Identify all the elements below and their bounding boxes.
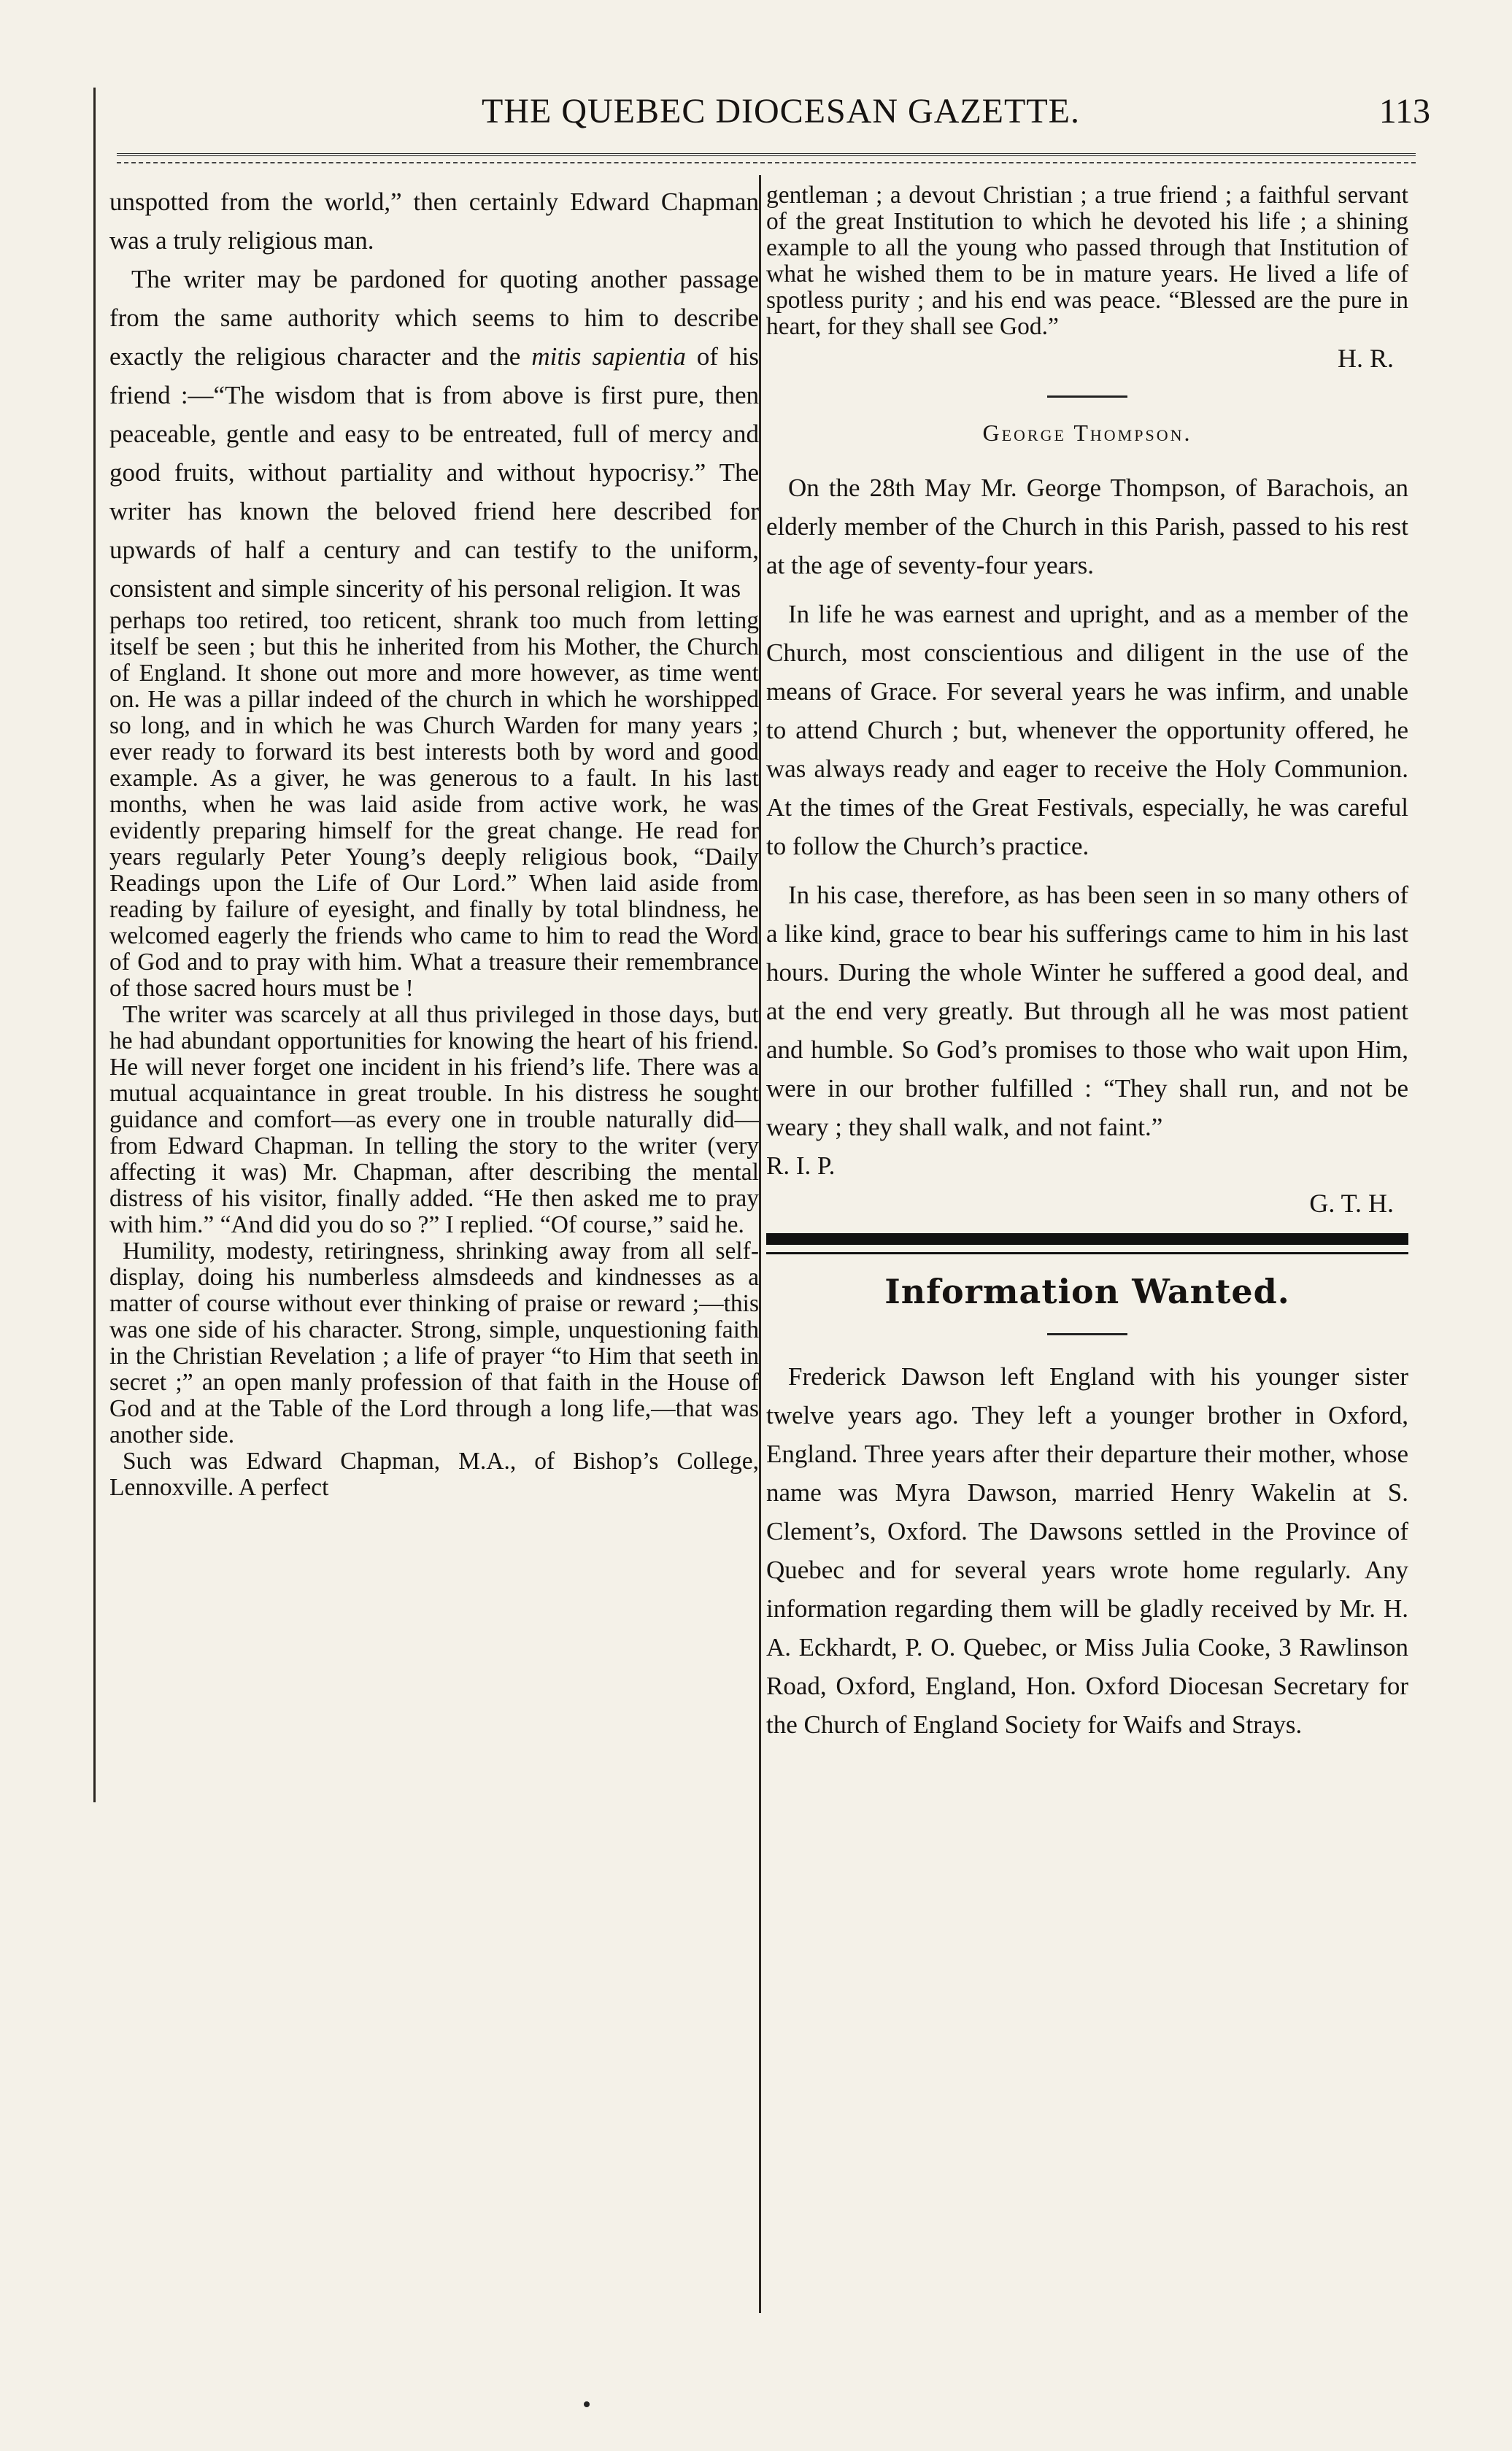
rip-line: R. I. P. (766, 1151, 836, 1180)
page-header (109, 88, 1452, 153)
paragraph-text: of his friend :—“The wisdom that is from above is first pure, then peaceable, gentle and easy to be entreated, full of mercy and good fruits, without partiality and without hypocrisy.” The writer has known the beloved friend here described for upwards of half a century and can testify to the uniform, consistent and simple sincerity of his personal religion. It was (109, 342, 759, 603)
page-number: 113 (1378, 92, 1430, 131)
signature: G. T. H. (1309, 1189, 1394, 1218)
left-column (109, 182, 759, 2371)
page-edge-line (93, 88, 96, 1802)
paragraph: In life he was earnest and upright, and as a member of the Church, most conscientious and diligent in the use of the means of Grace. For several years he was infirm, and unable to attend Church ; but, whenever the opportunity offered, he was always ready and eager to receive the Holy Communion. At the times of the Great Festivals, especially, he was careful to follow the Church’s practice. (766, 600, 1408, 860)
latin-phrase: mitis sapientia (531, 342, 686, 371)
signature: H. R. (1337, 344, 1394, 373)
header-rule (117, 153, 1416, 156)
header-dashed-rule (117, 162, 1416, 163)
info-heading: Information Wanted. (884, 1272, 1290, 1311)
paragraph: unspotted from the world,” then certainly Edward Chapman was a truly religious man. (109, 188, 759, 255)
paragraph-text: The writer may be pardoned for quoting another passage from the same authority which seems to him to describe exactly the religious character and the (109, 265, 759, 371)
paragraph: Frederick Dawson left England with his younger sister twelve years ago. They left a younger brother in Oxford, England. Three years after their departure their mother, whose name was Myra Dawson, married Henry Wakelin at S. Clement’s, Oxford. The Dawsons settled in the Province of Quebec and for several years wrote home regularly. Any information regarding them will be gladly received by Mr. H. A. Eckhardt, P. O. Quebec, or Miss Julia Cooke, 3 Rawlinson Road, Oxford, England, Hon. Oxford Diocesan Secretary for the Church of England Society for Waifs and Strays. (766, 1362, 1408, 1739)
section-rule (1047, 1333, 1127, 1335)
section-rule (1047, 395, 1127, 398)
thin-rule (766, 1252, 1408, 1254)
paragraph: Humility, modesty, retiringness, shrinking away from all self-display, doing his numberless almsdeeds and kindnesses as a matter of course without ever thinking of praise or reward ;—this was one side of his character. Strong, simple, unquestioning faith in the Christian Revelation ; a life of prayer “to Him that seeth in secret ;” an open manly profession of that faith in the House of God and at the Table of the Lord through a long life,—that was another side. (109, 1238, 759, 1448)
paragraph: perhaps too retired, too reticent, shrank too much from letting itself be seen ; but this he inherited from his Mother, the Church of England. It shone out more and more however, as time went on. He was a pillar indeed of the church in which he worshipped so long, and in which he was Church Warden for many years ; ever ready to forward its best interests both by word and good example. As a giver, he was generous to a fault. In his last months, when he was laid aside from active work, he was evidently preparing himself for the great change. He read for years regularly Peter Young’s deeply religious book, “Daily Readings upon the Life of Our Lord.” When laid aside from reading by failure of eyesight, and finally by total blindness, he welcomed eagerly the friends who came to him to read the Word of God and to pray with him. What a treasure their remembrance of those sacred hours must be ! (109, 607, 759, 1002)
paragraph (109, 260, 759, 608)
paragraph: The writer was scarcely at all thus privileged in those days, but he had abundant opportunities for knowing the heart of his friend. He will never forget one incident in his friend’s life. There was a mutual acquaintance in great trouble. In his distress he sought guidance and comfort—as every one in trouble naturally did—from Edward Chapman. In telling the story to the writer (very affecting it was) Mr. Chapman, after describing the mental distress of his visitor, finally added. “He then asked me to pray with him.” “And did you do so ?” I replied. “Of course,” said he. (109, 1001, 759, 1238)
publication-title: THE QUEBEC DIOCESAN GAZETTE. (482, 92, 1080, 131)
right-column (766, 182, 1408, 2371)
page-mark (584, 2401, 590, 2407)
column-divider (759, 175, 761, 2313)
paragraph: In his case, therefore, as has been seen in so many others of a like kind, grace to bear his sufferings came to him in his last hours. During the whole Winter he suffered a good deal, and at the end very greatly. But through all he was most patient and humble. So God’s promises to those who wait upon Him, were in our brother fulfilled : “They shall run, and not be weary ; they shall walk, and not faint.” (766, 881, 1408, 1141)
paragraph: Such was Edward Chapman, M.A., of Bishop’s College, Lennoxville. A perfect (109, 1448, 759, 1501)
heavy-rule (766, 1233, 1408, 1245)
section-heading: George Thompson. (982, 420, 1192, 446)
paragraph: On the 28th May Mr. George Thompson, of Barachois, an elderly member of the Church in this Parish, passed to his rest at the age of seventy-four years. (766, 474, 1408, 579)
paragraph: gentleman ; a devout Christian ; a true friend ; a faithful servant of the great Institution to which he devoted his life ; a shining example to all the young who passed through that Institution of what he wished them to be in mature years. He lived a life of spotless purity ; and his end was peace. “Blessed are the pure in heart, for they shall see God.” (766, 182, 1408, 340)
